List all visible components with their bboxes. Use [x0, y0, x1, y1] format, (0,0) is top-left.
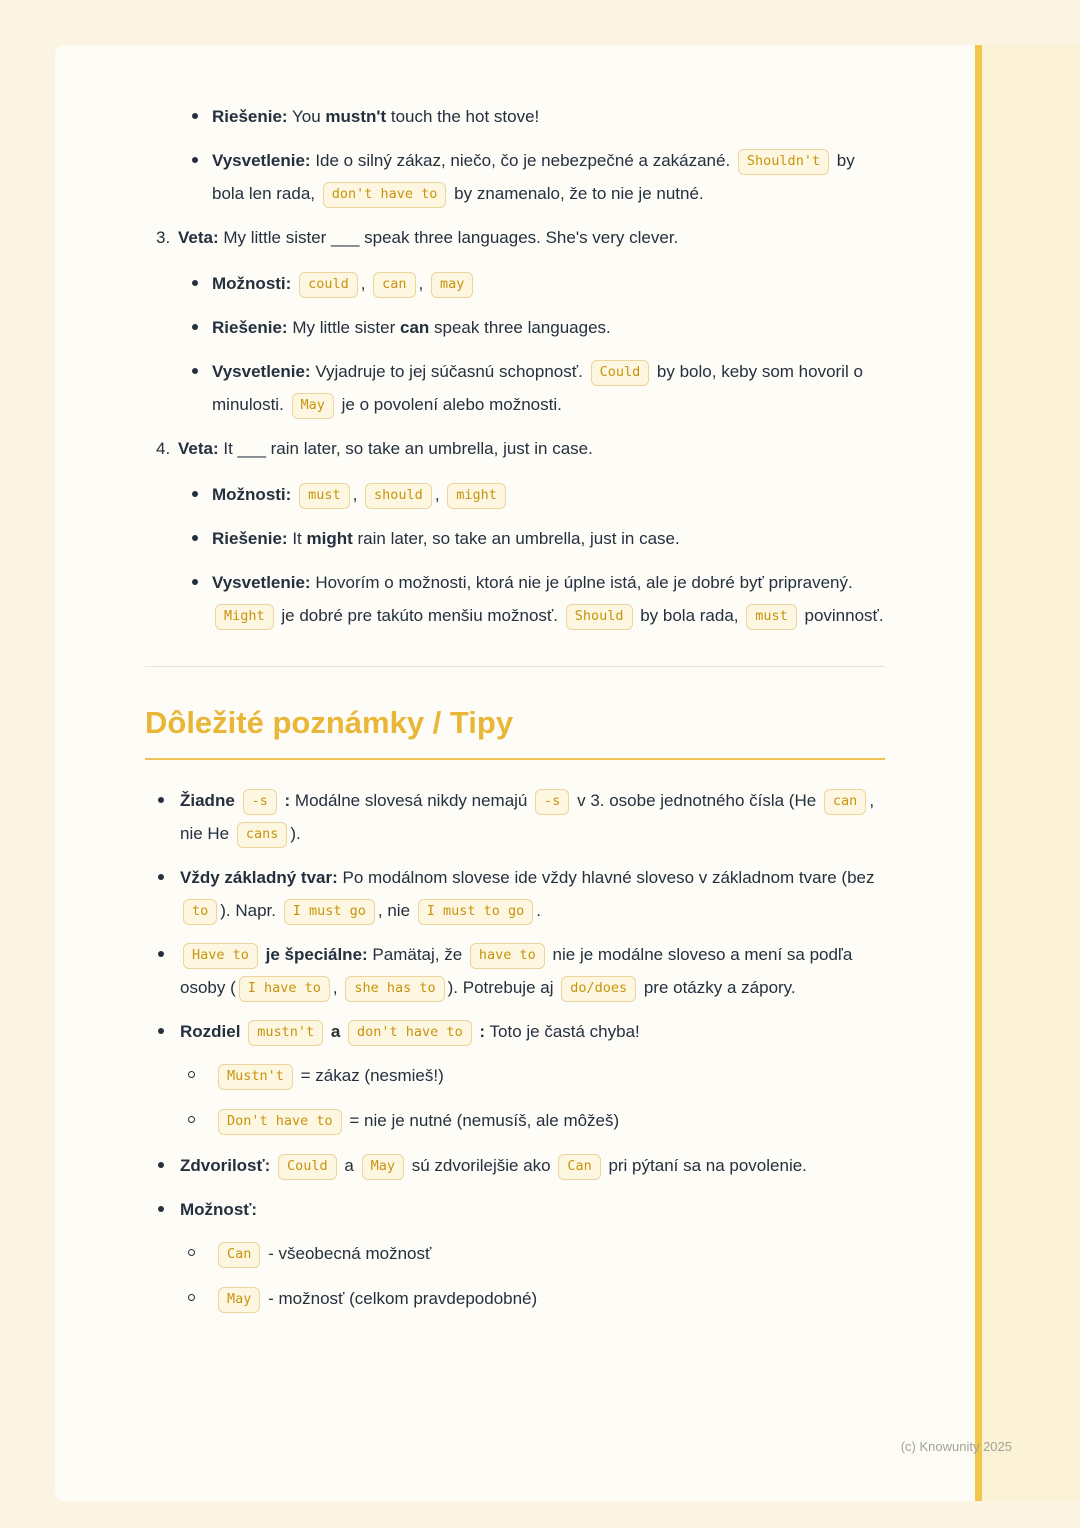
bullet-dot-icon	[192, 491, 198, 497]
code-chip: mustn't	[248, 1020, 323, 1046]
text-run: - všeobecná možnosť	[263, 1244, 432, 1263]
text-run: - možnosť (celkom pravdepodobné)	[263, 1289, 538, 1308]
item-text	[215, 1237, 885, 1270]
text-run: Toto je častá chyba!	[485, 1022, 640, 1041]
list-item	[145, 1149, 885, 1182]
right-accent-bar	[975, 45, 982, 1501]
bullet-marker	[158, 1149, 180, 1168]
bullet-dot-icon	[192, 368, 198, 374]
list-item	[145, 355, 885, 421]
bullet-marker	[192, 267, 212, 286]
code-chip: May	[292, 393, 334, 419]
list-item	[145, 144, 885, 210]
bullet-dot-icon	[192, 280, 198, 286]
item-text	[212, 311, 885, 344]
bullet-dot-icon	[192, 324, 198, 330]
text-run: by bola rada,	[635, 606, 744, 625]
sub-list-item	[145, 1237, 885, 1270]
item-number: 4.	[156, 439, 171, 458]
text-run: = zákaz (nesmieš!)	[295, 1066, 444, 1085]
code-chip: to	[183, 899, 217, 925]
code-chip: I have to	[239, 976, 330, 1002]
code-chip: I must go	[284, 899, 375, 925]
code-chip: Don't have to	[218, 1109, 342, 1135]
list-item	[145, 784, 885, 850]
code-chip: Shouldn't	[738, 149, 829, 175]
text-run: , nie He	[180, 791, 875, 843]
list-item	[145, 1015, 885, 1048]
code-chip: Should	[566, 604, 633, 630]
code-chip: Could	[278, 1154, 337, 1180]
text-run: je o povolení alebo možnosti.	[336, 395, 562, 414]
bold-text: Vysvetlenie:	[212, 151, 311, 170]
bullet-marker	[192, 522, 212, 541]
bullet-dot-icon	[158, 1162, 164, 1168]
circle-marker	[188, 1059, 215, 1078]
code-chip: might	[447, 483, 506, 509]
bullet-marker	[192, 478, 212, 497]
bold-text: Možnosti:	[212, 274, 292, 293]
bullet-dot-icon	[158, 1028, 164, 1034]
bullet-dot-icon	[192, 113, 198, 119]
item-text	[212, 144, 885, 210]
text-run: pre otázky a zápory.	[639, 978, 796, 997]
bullet-dot-icon	[192, 579, 198, 585]
code-chip: do/does	[561, 976, 636, 1002]
copyright-note: (c) Knowunity 2025	[900, 1439, 1012, 1454]
code-chip: May	[218, 1287, 260, 1313]
item-text	[212, 522, 885, 555]
code-chip: can	[373, 272, 415, 298]
code-chip: Might	[215, 604, 274, 630]
text-run: ). Potrebuje aj	[447, 978, 559, 997]
text-run: = nie je nutné (nemusíš, ale môžeš)	[344, 1111, 620, 1130]
bullet-dot-icon	[192, 157, 198, 163]
bold-text: Riešenie:	[212, 107, 288, 126]
list-item	[145, 100, 885, 133]
code-chip: Can	[558, 1154, 600, 1180]
code-chip: she has to	[345, 976, 444, 1002]
list-item	[145, 938, 885, 1004]
bullet-marker	[158, 784, 180, 803]
text-run: Modálne slovesá nikdy nemajú	[290, 791, 533, 810]
text-run: My little sister	[287, 318, 400, 337]
item-text	[212, 355, 885, 421]
list-item	[145, 522, 885, 555]
bullet-dot-icon	[158, 797, 164, 803]
bold-text: Veta:	[178, 228, 219, 247]
text-run	[291, 485, 296, 504]
text-run: It ___ rain later, so take an umbrella, just in case.	[218, 439, 593, 458]
code-chip: Mustn't	[218, 1064, 293, 1090]
code-chip: Have to	[183, 943, 258, 969]
code-chip: must	[299, 483, 350, 509]
bullet-dot-icon	[192, 535, 198, 541]
circle-bullet-icon	[188, 1249, 195, 1256]
circle-bullet-icon	[188, 1116, 195, 1123]
text-run: by znamenalo, že to nie je nutné.	[449, 184, 704, 203]
code-chip: Could	[591, 360, 650, 386]
bold-text: :	[474, 1022, 486, 1041]
right-margin-strip	[982, 45, 1080, 1501]
content	[145, 100, 885, 1327]
text-run: by bolo, keby som hovoril o minulosti.	[212, 362, 863, 414]
section-divider	[145, 666, 885, 667]
circle-bullet-icon	[188, 1071, 195, 1078]
code-chip: -s	[243, 789, 277, 815]
bullet-marker	[158, 1193, 180, 1212]
heading-underline	[145, 758, 885, 760]
bold-text: might	[306, 529, 353, 548]
list-item	[145, 566, 885, 632]
list-item	[145, 311, 885, 344]
text-run: povinnosť.	[799, 606, 884, 625]
text-run: pri pýtaní sa na povolenie.	[603, 1156, 807, 1175]
bold-text: Vždy základný tvar:	[180, 868, 338, 887]
bold-text: Možnosti:	[212, 485, 292, 504]
bullet-dot-icon	[158, 874, 164, 880]
sub-list-item	[145, 1282, 885, 1315]
bold-text: Zdvorilosť:	[180, 1156, 271, 1175]
text-run: Po modálnom slovese ide vždy hlavné sloveso v základnom tvare (bez	[337, 868, 875, 887]
text-run	[270, 1156, 275, 1175]
text-run: ,	[434, 485, 445, 504]
bullet-marker	[192, 100, 212, 119]
text-run: by bola len rada,	[212, 151, 855, 203]
code-chip: can	[824, 789, 866, 815]
bold-text: :	[279, 791, 291, 810]
item-text	[212, 267, 885, 300]
text-run: .	[536, 901, 542, 920]
text-run: ,	[352, 485, 363, 504]
bold-text: Rozdiel	[180, 1022, 241, 1041]
item-text	[215, 1282, 885, 1315]
code-chip: May	[362, 1154, 404, 1180]
sub-list-item	[145, 1059, 885, 1092]
bullet-marker	[192, 311, 212, 330]
item-text	[178, 221, 885, 254]
text-run: v 3. osobe jednotného čísla (He	[572, 791, 821, 810]
code-chip: -s	[535, 789, 569, 815]
bold-text: Riešenie:	[212, 529, 288, 548]
document-card	[55, 45, 975, 1501]
text-run: My little sister ___ speak three languages. She's very clever.	[218, 228, 679, 247]
text-run: ).	[290, 824, 301, 843]
text-run: speak three languages.	[429, 318, 611, 337]
code-chip: must	[746, 604, 797, 630]
bullet-marker	[158, 938, 180, 957]
code-chip: may	[431, 272, 473, 298]
code-chip: should	[365, 483, 432, 509]
item-text	[212, 566, 885, 632]
bold-text: mustn't	[325, 107, 387, 126]
bullet-dot-icon	[158, 1206, 164, 1212]
code-chip: don't have to	[323, 182, 447, 208]
code-chip: Can	[218, 1242, 260, 1268]
list-item	[145, 478, 885, 511]
list-item	[145, 861, 885, 927]
text-run: ). Napr.	[220, 901, 281, 920]
circle-marker	[188, 1282, 215, 1301]
text-run: It	[287, 529, 307, 548]
text-run: , nie	[377, 901, 415, 920]
list-item	[145, 267, 885, 300]
item-text	[180, 861, 885, 927]
circle-bullet-icon	[188, 1294, 195, 1301]
bullet-marker	[192, 566, 212, 585]
code-chip: have to	[470, 943, 545, 969]
bold-text: Veta:	[178, 439, 219, 458]
circle-marker	[188, 1237, 215, 1256]
bold-text: je špeciálne:	[260, 945, 368, 964]
item-text	[180, 938, 885, 1004]
item-text	[178, 432, 885, 465]
text-run: Vyjadruje to jej súčasnú schopnosť.	[310, 362, 588, 381]
text-run: ,	[418, 274, 428, 293]
text-run	[291, 274, 296, 293]
code-chip: don't have to	[348, 1020, 472, 1046]
bullet-marker	[158, 861, 180, 880]
text-run	[235, 791, 240, 810]
item-text	[180, 784, 885, 850]
text-run: Ide o silný zákaz, niečo, čo je nebezpečné a zakázané.	[310, 151, 735, 170]
bold-text: Riešenie:	[212, 318, 288, 337]
numbered-item	[145, 221, 885, 254]
item-text	[215, 1059, 885, 1092]
bold-text: Vysvetlenie:	[212, 362, 311, 381]
bold-text: Žiadne	[180, 791, 235, 810]
bold-text: can	[400, 318, 430, 337]
bold-text: Vysvetlenie:	[212, 573, 311, 592]
text-run: You	[287, 107, 326, 126]
section-heading: Dôležité poznámky / Tipy	[145, 705, 514, 740]
text-run: a	[339, 1156, 359, 1175]
text-run: je dobré pre takúto menšiu možnosť.	[276, 606, 563, 625]
list-item	[145, 1193, 885, 1226]
item-text	[180, 1015, 885, 1048]
circle-marker	[188, 1104, 215, 1123]
item-text	[212, 478, 885, 511]
text-run: Pamätaj, že	[367, 945, 467, 964]
item-number: 3.	[156, 228, 171, 247]
text-run: nie je modálne sloveso a mení sa podľa osoby (	[180, 945, 853, 997]
text-run: Hovorím o možnosti, ktorá nie je úplne istá, ale je dobré byť pripravený.	[310, 573, 853, 592]
text-run: ,	[332, 978, 343, 997]
text-run: sú zdvorilejšie ako	[406, 1156, 556, 1175]
item-text	[180, 1149, 885, 1182]
bold-text: Možnosť:	[180, 1200, 258, 1219]
code-chip: I must to go	[418, 899, 534, 925]
bullet-dot-icon	[158, 951, 164, 957]
bullet-marker	[158, 1015, 180, 1034]
numbered-item	[145, 432, 885, 465]
item-text	[212, 100, 885, 133]
bold-text: a	[330, 1022, 341, 1041]
sub-list-item	[145, 1104, 885, 1137]
text-run: rain later, so take an umbrella, just in case.	[352, 529, 680, 548]
item-text	[215, 1104, 885, 1137]
text-run: touch the hot stove!	[386, 107, 540, 126]
code-chip: cans	[237, 822, 288, 848]
bullet-marker	[192, 355, 212, 374]
text-run	[240, 1022, 245, 1041]
text-run	[340, 1022, 345, 1041]
item-text	[180, 1193, 885, 1226]
bullet-marker	[192, 144, 212, 163]
text-run: ,	[360, 274, 371, 293]
code-chip: could	[299, 272, 358, 298]
